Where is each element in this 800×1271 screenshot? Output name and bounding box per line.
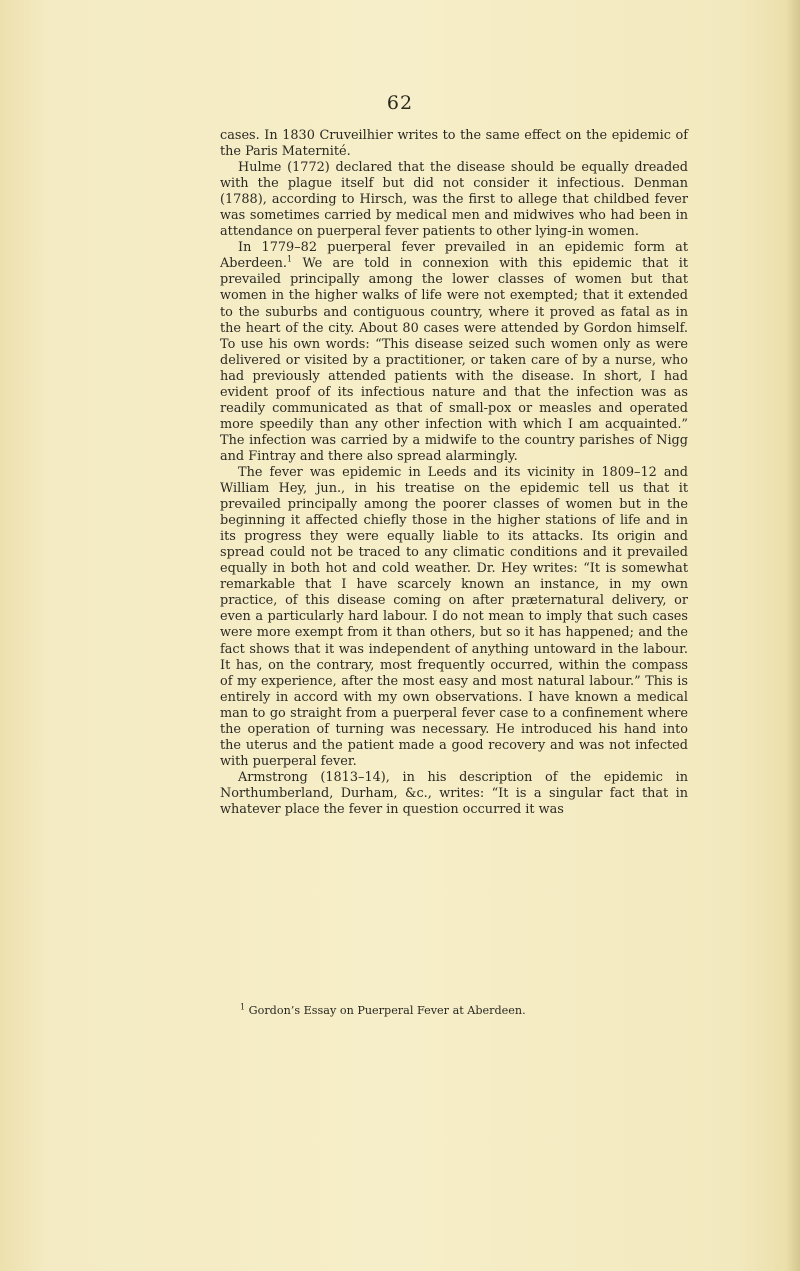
paragraph-1: cases. In 1830 Cruveilhier writes to the same effect on the epidemic of the Paris Maternité. — [220, 128, 688, 160]
paragraph-3 — [220, 240, 688, 465]
paragraph-2: Hulme (1772) declared that the disease should be equally dreaded with the plague itself but did not consider it infectious. Denman (1788), according to Hirsch, was the first to allege that childbed fever was sometimes carried by medical men and midwives who had been in attendance on puerperal fever patients to other lying-in women. — [220, 160, 688, 240]
page-edge-shadow — [786, 0, 800, 1271]
footnote-text: Gordon’s Essay on Puerperal Fever at Aberdeen. — [248, 1004, 526, 1017]
body-text — [220, 128, 688, 818]
paragraph-5: Armstrong (1813–14), in his description of the epidemic in Northumberland, Durham, &c., writes: “It is a singular fact that in whatever place the fever in question occurred it was — [220, 769, 688, 817]
footnote-number: 1 — [240, 1002, 246, 1012]
paragraph-4: The fever was epidemic in Leeds and its vicinity in 1809–12 and William Hey, jun., in his treatise on the epidemic tell us that it prevailed principally among the poorer classes of women but in the beginning it affected chiefly those in the higher stations of life and in its progress they were equally liable to its attacks. Its origin and spread could not be traced to any climatic conditions and it prevailed equally in both hot and cold weather. Dr. Hey writes: “It is somewhat remarkable that I have scarcely known an instance, in my own practice, of this disease coming on after præternatural delivery, or even a particularly hard labour. I do not mean to imply that such cases were more exempt from it than others, but so it has happened; and the fact shows that it was independent of anything untoward in the labour. It has, on the contrary, most frequently occurred, within the compass of my experience, after the most easy and most natural labour.” This is entirely in accord with my own observations. I have known a medical man to go straight from a puerperal fever case to a confinement where the operation of turning was necessary. He introduced his hand into the uterus and the patient made a good recovery and was not infected with puerperal fever. — [220, 464, 688, 769]
paragraph-3-text-b: We are told in connexion with this epidemic that it prevailed principally among the lower classes of women but that women in the higher walks of life were not exempted; that it extended to the suburbs and contiguous country, where it proved as fatal as in the heart of the city. About 80 cases were attended by Gordon himself. To use his own words: “This disease seized such women only as were delivered or visited by a practitioner, or taken care of by a nurse, who had previously attended patients with the disease. In short, I had evident proof of its infectious nature and that the infection was as readily communicated as that of small-pox or measles and operated more speedily than any other infection with which I am acquainted.” The infection was carried by a midwife to the country parishes of Nigg and Fintray and there also spread alarmingly. — [220, 256, 688, 464]
paragraph-3-text-a: In 1779–82 puerperal fever prevailed in an epidemic form at Aberdeen. — [220, 240, 688, 272]
footnote-marker: 1 — [287, 255, 293, 265]
footnote — [240, 1004, 680, 1017]
page-number: 62 — [386, 92, 414, 114]
